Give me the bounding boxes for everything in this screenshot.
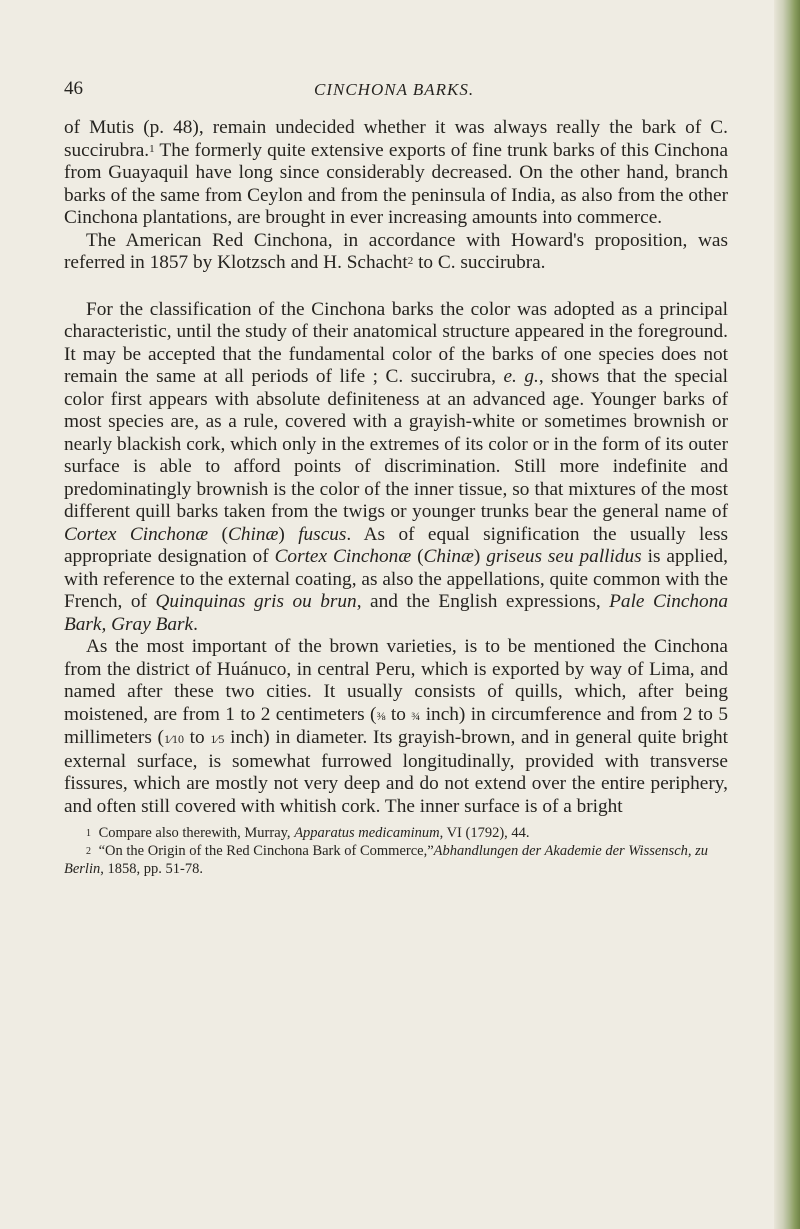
text-run: For the classification of the Cinchona barks the color was adopted as a principal characteristic, until the study of their anatomical structure appeared in the foreground. It may be accepted that the fundamental color of the barks of one species does not remain the same at all periods of life ; C. succirubra, bbox=[64, 298, 728, 387]
text-run: , 1858, pp. 51-78. bbox=[100, 861, 203, 877]
footnote-reference: 2 bbox=[407, 255, 414, 267]
text-run: , and the English expressions, bbox=[356, 591, 610, 612]
page-number: 46 bbox=[64, 78, 83, 99]
text-run: . As of equal signification the usually less appropriate designation of bbox=[64, 523, 728, 567]
italic-text: e. g. bbox=[503, 366, 539, 387]
footnote bbox=[64, 842, 728, 878]
italic-text: Pale Cinchona Bark, Gray Bark bbox=[64, 591, 728, 635]
fraction: 1⁄5 bbox=[210, 732, 225, 746]
text-run: , VI (1792), 44. bbox=[439, 825, 530, 841]
footnote-number: 1 bbox=[86, 828, 91, 839]
footnote-reference: 1 bbox=[149, 142, 155, 155]
paragraph bbox=[64, 117, 728, 230]
text-run: As the most important of the brown varieties, is to be mentioned the Cinchona from the district of Huánuco, in central Peru, which is exported by way of Lima, and named after these two cities. It usually consists of quills, which, after being moistened, are from 1 to 2 centimeters ( bbox=[64, 636, 728, 725]
text-run: . bbox=[193, 613, 198, 635]
text-run: is applied, with reference to the external coating, as also the appellations, quite common with the French, of bbox=[64, 546, 728, 612]
italic-text: fuscus bbox=[298, 523, 347, 545]
footnote-number: 2 bbox=[86, 846, 91, 857]
text-run: ) bbox=[278, 523, 299, 545]
text-run: to bbox=[183, 727, 211, 748]
italic-text: Chinæ bbox=[227, 523, 279, 545]
footnote bbox=[64, 824, 728, 842]
text-run: to bbox=[385, 703, 412, 725]
paragraph bbox=[64, 636, 728, 818]
page-header bbox=[64, 78, 724, 106]
text-run: ( bbox=[208, 523, 228, 545]
page-edge-binding bbox=[774, 0, 800, 1229]
fraction: 1⁄10 bbox=[163, 732, 184, 746]
paragraph bbox=[64, 299, 728, 637]
fraction: ⅜ bbox=[376, 708, 386, 723]
text-run: of Mutis (p. 48), remain undecided whether it was always really the bark of C. succirubra. bbox=[64, 117, 728, 161]
italic-text: Cortex Cinchonæ bbox=[64, 523, 209, 545]
page-body bbox=[64, 117, 728, 878]
text-run: inch) in circumference and from 2 to 5 millimeters ( bbox=[64, 703, 728, 748]
paragraph bbox=[64, 230, 728, 275]
text-run: inch) in diameter. Its grayish-brown, and in general quite bright external surface, is somewhat furrowed longitudinally, provided with transverse fissures, which are mostly not very deep and do not extend over the entire periphery, and often still covered with whitish cork. The inner surface is of a bright bbox=[64, 727, 729, 817]
text-run: ) bbox=[473, 546, 487, 567]
fraction: ¾ bbox=[411, 708, 421, 723]
text-run: , shows that the special color first appears with absolute definiteness at an advanced age. Younger barks of most species are, as a rule, covered with a grayish-white or sometimes brownish or nearly blackish cork, which only in the extremes of its color or in the form of its outer surface is able to afford points of discrimination. Still more indefinite and predominatingly brownish is the color of the inner tissue, so that mixtures of the most different quill barks taken from the twigs or younger trunks bear the general name of bbox=[64, 366, 728, 522]
text-run: “On the Origin of the Red Cinchona Bark of Commerce,” bbox=[95, 843, 434, 859]
italic-text: Abhandlungen der Akademie der Wissensch, zu Berlin bbox=[64, 843, 709, 877]
body-text bbox=[64, 117, 728, 818]
text-run: to C. succirubra. bbox=[413, 252, 546, 273]
text-run: The American Red Cinchona, in accordance with Howard's proposition, was referred in 1857 by Klotzsch and H. Schacht bbox=[64, 229, 728, 273]
text-run: Compare also therewith, Murray, bbox=[95, 825, 295, 841]
italic-text: Chinæ bbox=[423, 546, 474, 567]
italic-text: Cortex Cinchonæ bbox=[274, 546, 412, 567]
text-run: The formerly quite extensive exports of fine trunk barks of this Cinchona from Guayaquil have long since considerably decreased. On the other hand, branch barks of the same from Ceylon and from the peninsula of India, as also from the other Cinchona plantations, are brought in ever increasing amounts into commerce. bbox=[64, 139, 728, 228]
footnotes bbox=[64, 824, 728, 878]
italic-text: Quinquinas gris ou brun bbox=[155, 591, 357, 612]
running-head: CINCHONA BARKS. bbox=[314, 80, 475, 99]
italic-text: griseus seu pallidus bbox=[486, 546, 642, 567]
text-run: ( bbox=[411, 546, 424, 567]
italic-text: Apparatus medicaminum bbox=[294, 825, 440, 841]
